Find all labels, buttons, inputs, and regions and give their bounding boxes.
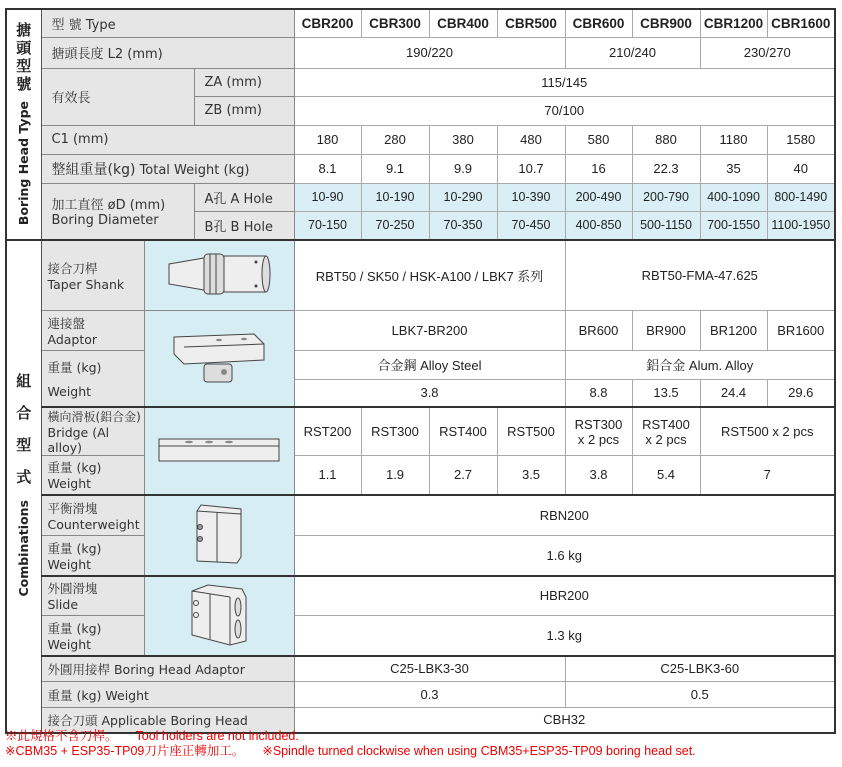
cell: 200-490 — [565, 183, 632, 211]
cell: 13.5 — [632, 379, 700, 407]
cell: 鋁合金 Alum. Alloy — [565, 350, 835, 379]
cell: 700-1550 — [700, 211, 767, 240]
adaptor-image — [144, 310, 294, 407]
label-en: Slide — [47, 597, 79, 613]
label-zh: 重量 (kg) — [47, 460, 102, 476]
label-zh: 重量 (kg) — [47, 540, 102, 556]
cell: 210/240 — [565, 37, 700, 68]
label-en: Bridge (Al alloy) — [47, 425, 110, 455]
cell: C25-LBK3-60 — [565, 656, 835, 682]
cell: 40 — [767, 154, 835, 183]
cell: BR1600 — [767, 310, 835, 350]
label-zh: 重量 (kg) — [47, 359, 102, 375]
side-label-en: Boring Head Type — [16, 100, 32, 226]
counterweight-image — [144, 495, 294, 576]
cell: RST500 x 2 pcs — [700, 407, 835, 456]
side-label-en: Combinations — [16, 500, 32, 598]
cell: RST400 x 2 pcs — [632, 407, 700, 456]
cell: 9.1 — [361, 154, 429, 183]
label-zh: 橫向滑板(鋁合金) — [47, 410, 141, 424]
cell: 5.4 — [632, 456, 700, 495]
adaptor-label — [41, 310, 144, 350]
cell: 29.6 — [767, 379, 835, 407]
cell: RST200 — [294, 407, 361, 456]
cell: 200-790 — [632, 183, 700, 211]
cell: 380 — [429, 125, 497, 154]
cell: RBN200 — [294, 495, 835, 536]
label-en: Weight — [47, 476, 92, 492]
cell: LBK7-BR200 — [294, 310, 565, 350]
slide-label — [41, 576, 144, 616]
cell: 3.8 — [565, 456, 632, 495]
cell: 1580 — [767, 125, 835, 154]
side-char: 組 — [16, 372, 32, 391]
label-en: Taper Shank — [47, 276, 125, 292]
cell: 10.7 — [497, 154, 565, 183]
cell: HBR200 — [294, 576, 835, 616]
cell: 400-850 — [565, 211, 632, 240]
cell: BR900 — [632, 310, 700, 350]
label-en: Weight — [47, 383, 92, 399]
total-weight-label — [41, 154, 294, 183]
cell: 3.5 — [497, 456, 565, 495]
cell: 70-350 — [429, 211, 497, 240]
cell: 70-150 — [294, 211, 361, 240]
label-zh: 整組重量(kg) — [51, 161, 136, 178]
cell: 24.4 — [700, 379, 767, 407]
cell: 115/145 — [294, 68, 835, 96]
label-zh: 平衡滑塊 — [47, 500, 98, 516]
cell: 280 — [361, 125, 429, 154]
spec-table — [5, 8, 836, 734]
cell: 2.7 — [429, 456, 497, 495]
cell: 16 — [565, 154, 632, 183]
cell: 合金鋼 Alloy Steel — [294, 350, 565, 379]
cell: 3.8 — [294, 379, 565, 407]
label-zh: 連接盤 — [47, 315, 86, 331]
cell: 400-1090 — [700, 183, 767, 211]
label-en: Counterweight — [47, 516, 140, 532]
cell: 500-1150 — [632, 211, 700, 240]
cell: C25-LBK3-30 — [294, 656, 565, 682]
counterweight-label — [41, 495, 144, 536]
label-zh: 外圓滑塊 — [47, 581, 98, 597]
cell: 480 — [497, 125, 565, 154]
label-en: Adaptor — [47, 331, 98, 347]
cell: 230/270 — [700, 37, 835, 68]
footnotes — [5, 729, 696, 759]
model-header: CBR900 — [632, 9, 700, 37]
cell: RST500 — [497, 407, 565, 456]
cell: 1.1 — [294, 456, 361, 495]
boring-diameter-label — [41, 183, 194, 240]
bridge-weight-label — [41, 456, 144, 495]
head-adaptor-weight-label: 重量 (kg) Weight — [41, 682, 294, 708]
cell: 10-190 — [361, 183, 429, 211]
cell: 10-290 — [429, 183, 497, 211]
boring-head-type-side-label — [6, 9, 41, 240]
model-header: CBR1600 — [767, 9, 835, 37]
applicable-boring-head-label: 接合刀頭 Applicable Boring Head — [41, 708, 294, 733]
label-en: Weight — [47, 636, 92, 652]
cell: 7 — [700, 456, 835, 495]
cell: 1.3 kg — [294, 616, 835, 656]
cell: 880 — [632, 125, 700, 154]
bridge-image — [144, 407, 294, 495]
counterweight-weight-label — [41, 536, 144, 576]
cell: 1.6 kg — [294, 536, 835, 576]
model-header: CBR500 — [497, 9, 565, 37]
cell: 70/100 — [294, 96, 835, 125]
label-zh: 加工直徑 øD (mm) — [51, 198, 166, 214]
cell: BR600 — [565, 310, 632, 350]
cell: 8.1 — [294, 154, 361, 183]
adaptor-weight-label — [41, 350, 144, 407]
cell: 1100-1950 — [767, 211, 835, 240]
cell: 180 — [294, 125, 361, 154]
cell: 1180 — [700, 125, 767, 154]
c1-label: C1 (mm) — [41, 125, 294, 154]
cell: RBT50-FMA-47.625 — [565, 240, 835, 310]
type-label: 型 號 Type — [41, 9, 294, 37]
cell: RST400 — [429, 407, 497, 456]
taper-shank-image — [144, 240, 294, 310]
label-zh: 接合刀桿 — [47, 260, 98, 276]
model-header: CBR400 — [429, 9, 497, 37]
side-char: 式 — [16, 468, 32, 487]
cell: 10-390 — [497, 183, 565, 211]
a-hole-label: A孔 A Hole — [194, 183, 294, 211]
model-header: CBR600 — [565, 9, 632, 37]
label-en: Boring Diameter — [51, 213, 159, 229]
slide-image — [144, 576, 294, 656]
note-2-en: ※Spindle turned clockwise when using CBM35+ESP35-TP09 boring head set. — [262, 744, 696, 758]
b-hole-label: B孔 B Hole — [194, 211, 294, 240]
side-char: 頭 — [16, 38, 32, 57]
cell: BR1200 — [700, 310, 767, 350]
label-zh: 重量 (kg) — [47, 620, 102, 636]
taper-shank-label — [41, 240, 144, 310]
cell: RST300 — [361, 407, 429, 456]
cell: 8.8 — [565, 379, 632, 407]
side-char: 搪 — [16, 20, 32, 39]
bridge-label — [41, 407, 144, 456]
cell: 190/220 — [294, 37, 565, 68]
cell: 800-1490 — [767, 183, 835, 211]
cell: 70-450 — [497, 211, 565, 240]
side-char: 型 — [16, 56, 32, 75]
cell: 580 — [565, 125, 632, 154]
label-en: Weight — [47, 556, 92, 572]
side-char: 型 — [16, 436, 32, 455]
cell: 10-90 — [294, 183, 361, 211]
note-1-zh: ※此規格不含刀桿。 — [5, 729, 118, 743]
model-header: CBR1200 — [700, 9, 767, 37]
cell: 0.3 — [294, 682, 565, 708]
cell: 0.5 — [565, 682, 835, 708]
effective-length-label: 有效長 — [41, 68, 194, 125]
cell: 70-250 — [361, 211, 429, 240]
label-en: Total Weight (kg) — [139, 162, 250, 178]
boring-head-adaptor-label: 外圓用接桿 Boring Head Adaptor — [41, 656, 294, 682]
model-header: CBR200 — [294, 9, 361, 37]
combinations-side-label — [6, 240, 41, 733]
note-1-en: Tool holders are not included. — [135, 729, 299, 743]
side-char: 號 — [16, 74, 32, 93]
model-header: CBR300 — [361, 9, 429, 37]
cell: 9.9 — [429, 154, 497, 183]
note-2-zh: ※CBM35 + ESP35-TP09刀片座正轉加工。 — [5, 744, 245, 758]
slide-weight-label — [41, 616, 144, 656]
zb-label: ZB (mm) — [194, 96, 294, 125]
l2-label: 搪頭長度 L2 (mm) — [41, 37, 294, 68]
cell: 22.3 — [632, 154, 700, 183]
cell: 1.9 — [361, 456, 429, 495]
cell: RBT50 / SK50 / HSK-A100 / LBK7 系列 — [294, 240, 565, 310]
za-label: ZA (mm) — [194, 68, 294, 96]
cell: RST300 x 2 pcs — [565, 407, 632, 456]
cell: 35 — [700, 154, 767, 183]
side-char: 合 — [16, 404, 32, 423]
cell: CBH32 — [294, 708, 835, 733]
